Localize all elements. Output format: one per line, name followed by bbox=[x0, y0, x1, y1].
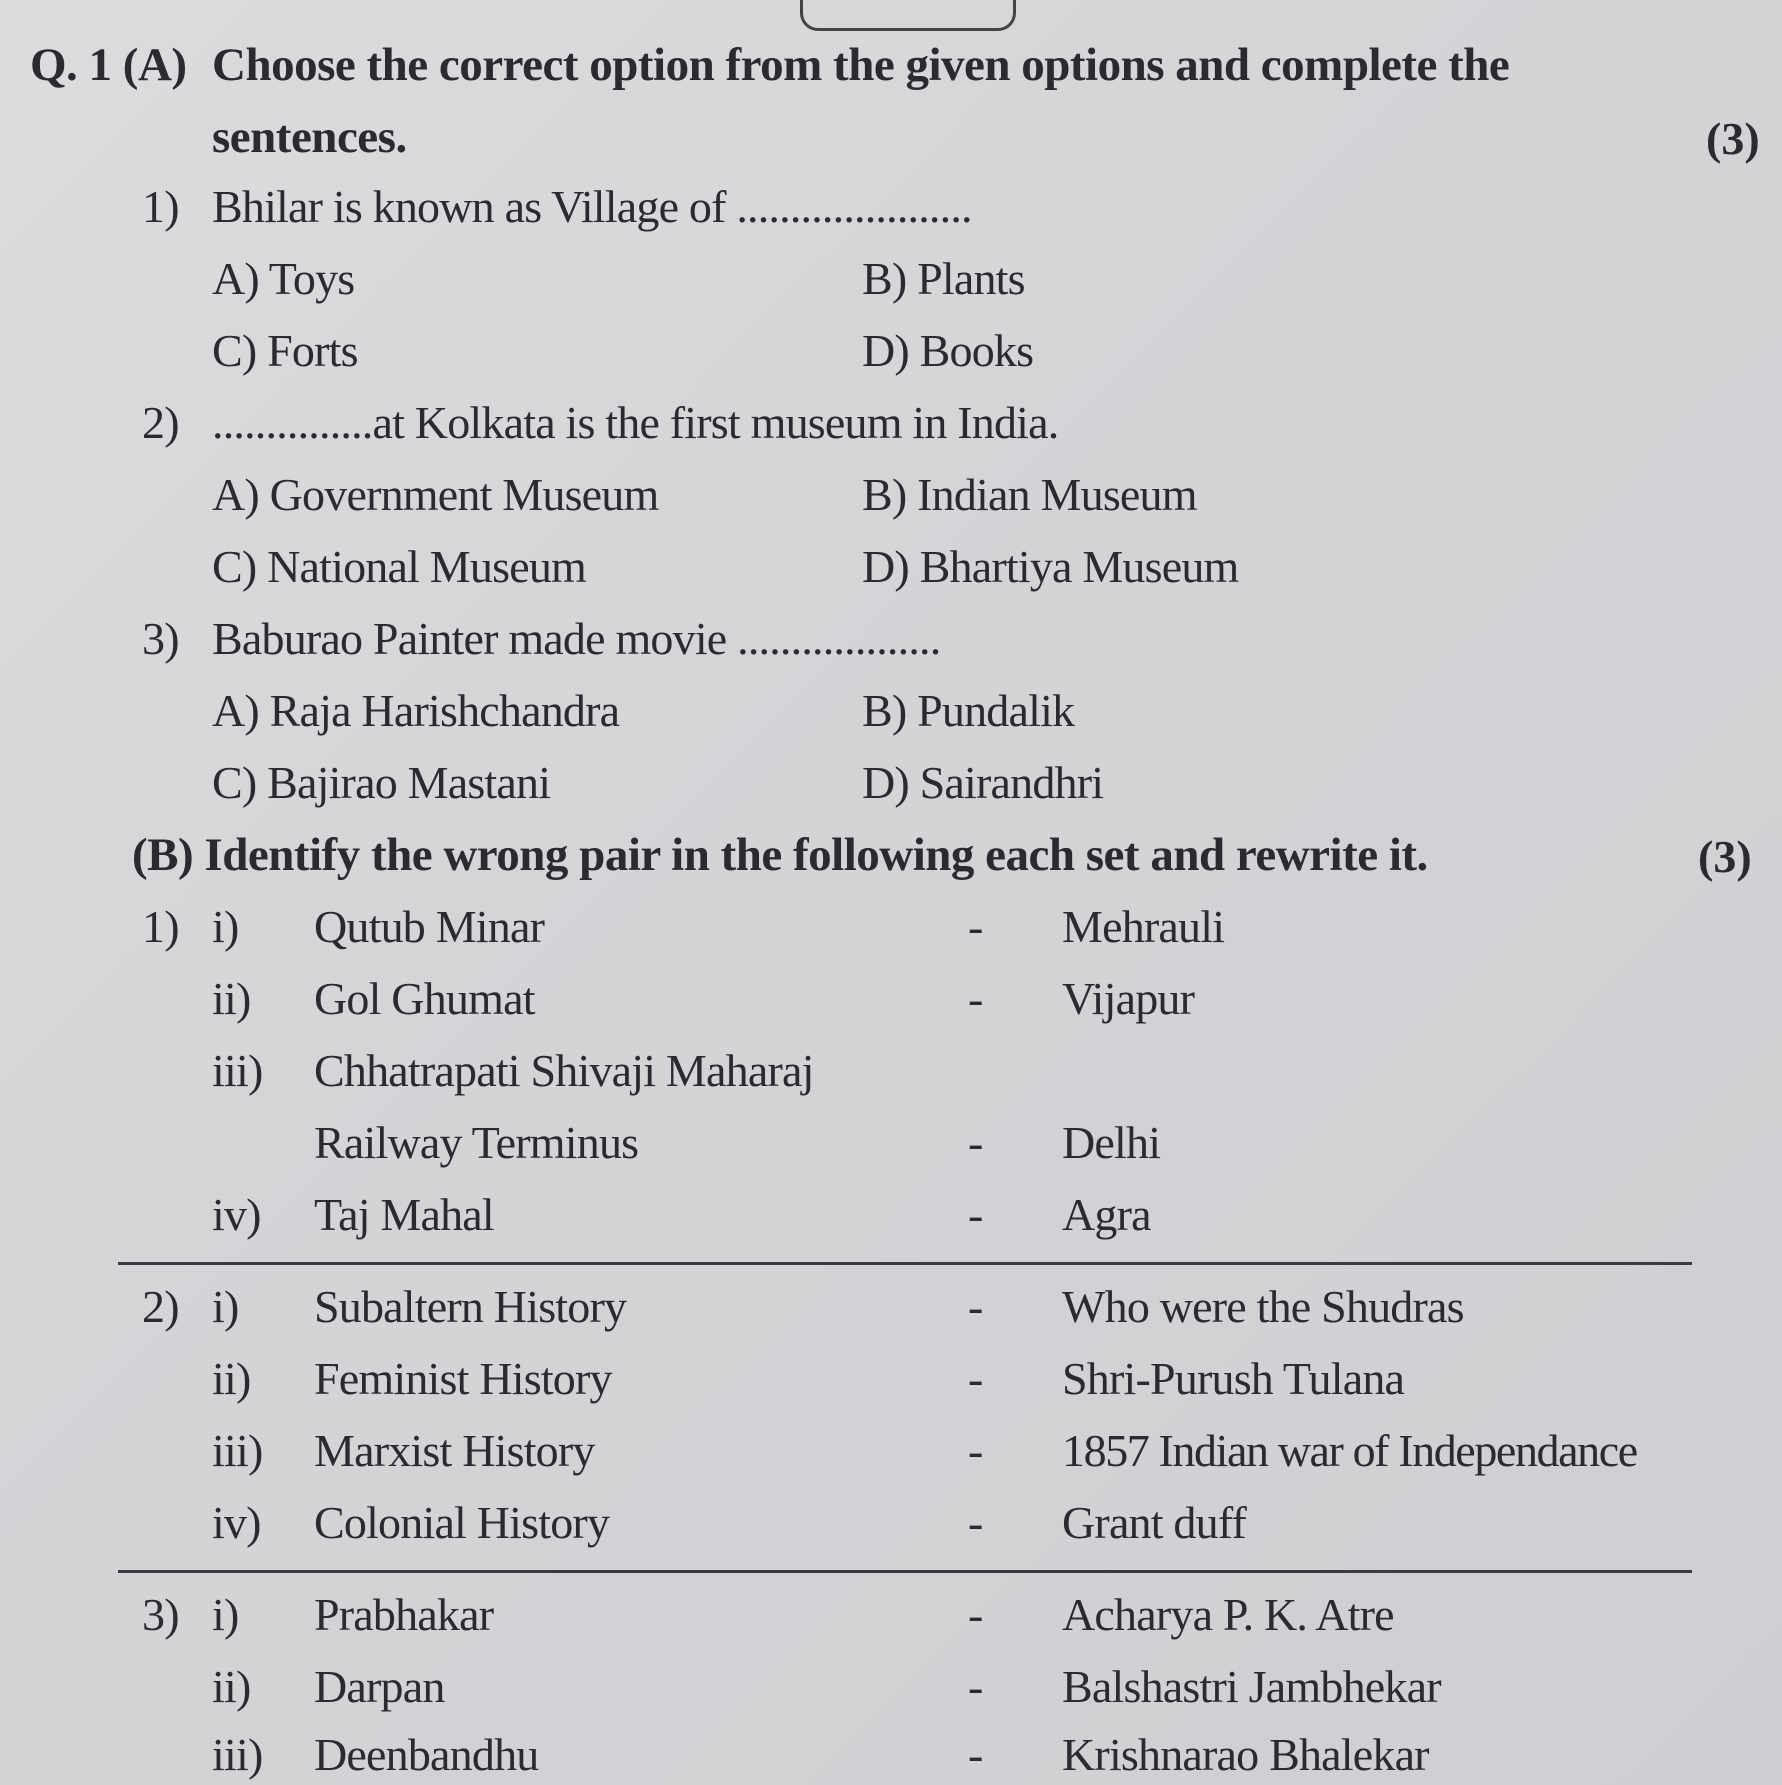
pair-left-line1: Chhatrapati Shivaji Maharaj bbox=[314, 1045, 814, 1096]
mcq-option-a: A) Toys bbox=[212, 253, 355, 304]
pair-dash: - bbox=[968, 1353, 983, 1404]
pair-left: Colonial History bbox=[314, 1497, 610, 1548]
pair-dash: - bbox=[968, 973, 983, 1024]
pair-roman: i) bbox=[212, 1589, 239, 1640]
pair-right: Balshastri Jambhekar bbox=[1062, 1661, 1441, 1712]
pair-left: Prabhakar bbox=[314, 1589, 494, 1640]
q1b-instruction: (B) Identify the wrong pair in the following each set and rewrite it. bbox=[132, 829, 1428, 881]
mcq-number: 1) bbox=[142, 181, 179, 232]
mcq-option-d: D) Books bbox=[862, 325, 1034, 376]
pair-dash: - bbox=[968, 901, 983, 952]
mcq-number: 2) bbox=[142, 397, 179, 448]
q1a-marks: (3) bbox=[1706, 113, 1760, 164]
mcq-option-c: C) Forts bbox=[212, 325, 358, 376]
pair-left: Gol Ghumat bbox=[314, 973, 535, 1024]
mcq-question: ...............at Kolkata is the first museum in India. bbox=[212, 397, 1059, 448]
pair-left: Subaltern History bbox=[314, 1281, 627, 1332]
mcq-option-b: B) Indian Museum bbox=[862, 469, 1197, 520]
mcq-option-a: A) Raja Harishchandra bbox=[212, 685, 620, 736]
mcq-question: Baburao Painter made movie ................... bbox=[212, 613, 941, 664]
q1-instruction-line2: sentences. bbox=[212, 111, 407, 163]
section-divider bbox=[118, 1262, 1692, 1265]
set-number: 3) bbox=[142, 1589, 179, 1640]
pair-right: 1857 Indian war of Independance bbox=[1062, 1425, 1637, 1476]
pair-dash: - bbox=[968, 1589, 983, 1640]
pair-left: Deenbandhu bbox=[314, 1729, 539, 1780]
question-number: Q. 1 (A) bbox=[30, 39, 187, 91]
pair-roman: i) bbox=[212, 1281, 239, 1332]
pair-roman: ii) bbox=[212, 973, 251, 1024]
pair-roman: iii) bbox=[212, 1425, 263, 1476]
mcq-option-d: D) Sairandhri bbox=[862, 757, 1104, 808]
pair-dash: - bbox=[968, 1497, 983, 1548]
mcq-option-b: B) Plants bbox=[862, 253, 1025, 304]
pair-right: Acharya P. K. Atre bbox=[1062, 1589, 1394, 1640]
q1-instruction-line1: Choose the correct option from the given options and complete the bbox=[212, 39, 1510, 91]
pair-right: Who were the Shudras bbox=[1062, 1281, 1464, 1332]
subject-tab bbox=[800, 0, 1016, 31]
pair-dash: - bbox=[968, 1729, 983, 1780]
pair-roman: iv) bbox=[212, 1189, 261, 1240]
pair-left: Feminist History bbox=[314, 1353, 612, 1404]
pair-roman: iii) bbox=[212, 1045, 263, 1096]
pair-right: Grant duff bbox=[1062, 1497, 1247, 1548]
mcq-question: Bhilar is known as Village of ...................... bbox=[212, 181, 972, 232]
pair-left: Darpan bbox=[314, 1661, 445, 1712]
pair-right: Agra bbox=[1062, 1189, 1151, 1240]
q1b-marks: (3) bbox=[1698, 831, 1752, 882]
pair-dash: - bbox=[968, 1661, 983, 1712]
pair-right: Vijapur bbox=[1062, 973, 1195, 1024]
pair-roman: iii) bbox=[212, 1729, 263, 1780]
set-number: 2) bbox=[142, 1281, 179, 1332]
pair-right: Delhi bbox=[1062, 1117, 1161, 1168]
mcq-option-c: C) National Museum bbox=[212, 541, 586, 592]
section-divider bbox=[118, 1570, 1692, 1573]
mcq-option-c: C) Bajirao Mastani bbox=[212, 757, 551, 808]
set-number: 1) bbox=[142, 901, 179, 952]
pair-right: Krishnarao Bhalekar bbox=[1062, 1729, 1429, 1780]
pair-dash: - bbox=[968, 1425, 983, 1476]
mcq-option-a: A) Government Museum bbox=[212, 469, 659, 520]
pair-dash: - bbox=[968, 1281, 983, 1332]
mcq-option-d: D) Bhartiya Museum bbox=[862, 541, 1239, 592]
pair-roman: ii) bbox=[212, 1353, 251, 1404]
pair-dash: - bbox=[968, 1117, 983, 1168]
pair-right: Shri-Purush Tulana bbox=[1062, 1353, 1405, 1404]
pair-left: Taj Mahal bbox=[314, 1189, 494, 1240]
mcq-option-b: B) Pundalik bbox=[862, 685, 1075, 736]
pair-roman: ii) bbox=[212, 1661, 251, 1712]
pair-roman: i) bbox=[212, 901, 239, 952]
pair-left-line2: Railway Terminus bbox=[314, 1117, 639, 1168]
pair-right: Mehrauli bbox=[1062, 901, 1225, 952]
pair-left: Marxist History bbox=[314, 1425, 595, 1476]
pair-left: Qutub Minar bbox=[314, 901, 545, 952]
pair-dash: - bbox=[968, 1189, 983, 1240]
pair-roman: iv) bbox=[212, 1497, 261, 1548]
mcq-number: 3) bbox=[142, 613, 179, 664]
